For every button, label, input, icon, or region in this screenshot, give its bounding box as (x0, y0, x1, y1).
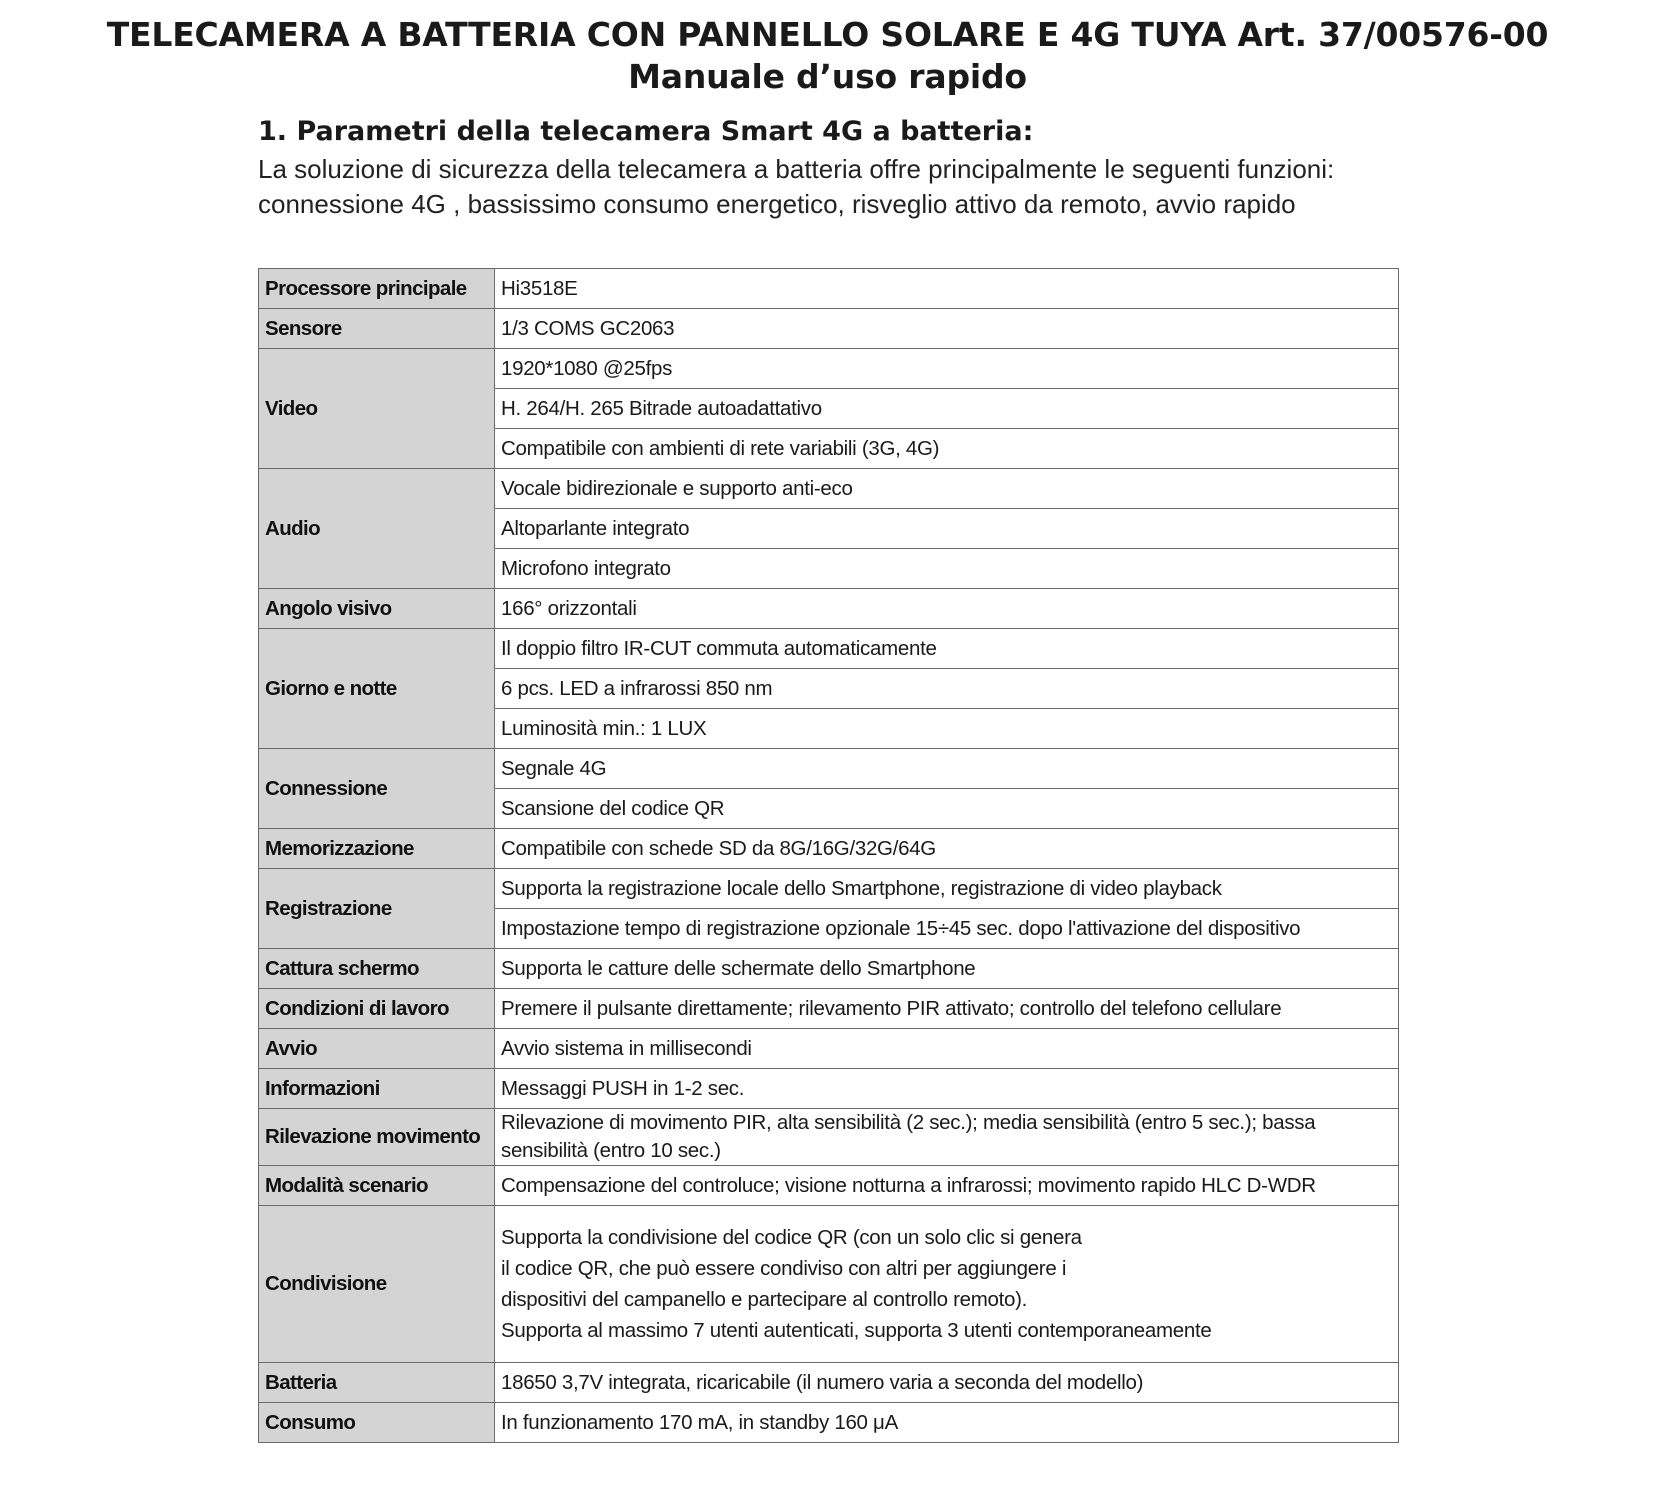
spec-value: Luminosità min.: 1 LUX (495, 709, 1399, 749)
intro-line-1: La soluzione di sicurezza della telecamera a batteria offre principalmente le seguenti funzioni: (258, 154, 1335, 184)
spec-label-recording: Registrazione (259, 869, 495, 949)
title-line-1: TELECAMERA A BATTERIA CON PANNELLO SOLARE E 4G TUYA Art. 37/00576-00 (106, 15, 1549, 54)
table-row (259, 1109, 1399, 1166)
sharing-line: Supporta al massimo 7 utenti autenticati, supporta 3 utenti contemporaneamente (501, 1319, 1212, 1342)
spec-value: Messaggi PUSH in 1-2 sec. (495, 1069, 1399, 1109)
spec-label-audio: Audio (259, 469, 495, 589)
spec-value: In funzionamento 170 mA, in standby 160 μA (495, 1403, 1399, 1443)
spec-label-processor: Processore principale (259, 269, 495, 309)
table-row (259, 1166, 1399, 1206)
sharing-line: Supporta la condivisione del codice QR (con un solo clic si genera (501, 1226, 1082, 1249)
spec-label-info: Informazioni (259, 1069, 495, 1109)
spec-value: Il doppio filtro IR-CUT commuta automaticamente (495, 629, 1399, 669)
table-row (259, 989, 1399, 1029)
spec-value-sharing (495, 1206, 1399, 1363)
spec-value: Compatibile con schede SD da 8G/16G/32G/64G (495, 829, 1399, 869)
spec-value: Impostazione tempo di registrazione opzionale 15÷45 sec. dopo l'attivazione del dispositivo (495, 909, 1399, 949)
table-row (259, 1206, 1399, 1363)
spec-value: Avvio sistema in millisecondi (495, 1029, 1399, 1069)
spec-table-container (258, 268, 1398, 1443)
spec-value: 1/3 COMS GC2063 (495, 309, 1399, 349)
spec-label-consumption: Consumo (259, 1403, 495, 1443)
spec-value: Segnale 4G (495, 749, 1399, 789)
spec-label-storage: Memorizzazione (259, 829, 495, 869)
spec-value: 6 pcs. LED a infrarossi 850 nm (495, 669, 1399, 709)
intro-paragraph (258, 152, 1618, 222)
table-row (259, 749, 1399, 789)
spec-value: Compatibile con ambienti di rete variabili (3G, 4G) (495, 429, 1399, 469)
table-row (259, 589, 1399, 629)
table-row (259, 349, 1399, 389)
spec-label-video: Video (259, 349, 495, 469)
table-row (259, 309, 1399, 349)
spec-value: H. 264/H. 265 Bitrade autoadattativo (495, 389, 1399, 429)
table-row (259, 1363, 1399, 1403)
spec-label-angle: Angolo visivo (259, 589, 495, 629)
sharing-line: il codice QR, che può essere condiviso con altri per aggiungere i (501, 1257, 1067, 1280)
document-title (0, 14, 1655, 98)
spec-value: Altoparlante integrato (495, 509, 1399, 549)
spec-label-sensor: Sensore (259, 309, 495, 349)
table-row (259, 269, 1399, 309)
section-heading: 1. Parametri della telecamera Smart 4G a batteria: (258, 116, 1034, 147)
spec-value: 166° orizzontali (495, 589, 1399, 629)
table-row (259, 949, 1399, 989)
table-row (259, 1029, 1399, 1069)
spec-label-motion: Rilevazione movimento (259, 1109, 495, 1166)
spec-value: Compensazione del controluce; visione notturna a infrarossi; movimento rapido HLC D-WDR (495, 1166, 1399, 1206)
table-row (259, 869, 1399, 909)
table-row (259, 829, 1399, 869)
spec-value: Scansione del codice QR (495, 789, 1399, 829)
table-row (259, 1403, 1399, 1443)
table-row (259, 469, 1399, 509)
spec-label-battery: Batteria (259, 1363, 495, 1403)
intro-line-2: connessione 4G , bassissimo consumo energetico, risveglio attivo da remoto, avvio rapido (258, 189, 1296, 219)
spec-label-screenshot: Cattura schermo (259, 949, 495, 989)
spec-label-connection: Connessione (259, 749, 495, 829)
table-row (259, 1069, 1399, 1109)
spec-value: Hi3518E (495, 269, 1399, 309)
sharing-line: dispositivi del campanello e partecipare al controllo remoto). (501, 1288, 1028, 1311)
spec-label-daynight: Giorno e notte (259, 629, 495, 749)
spec-value: Microfono integrato (495, 549, 1399, 589)
spec-value: Vocale bidirezionale e supporto anti-eco (495, 469, 1399, 509)
spec-value: Supporta la registrazione locale dello Smartphone, registrazione di video playback (495, 869, 1399, 909)
spec-label-scenario: Modalità scenario (259, 1166, 495, 1206)
spec-value: 1920*1080 @25fps (495, 349, 1399, 389)
spec-value: Rilevazione di movimento PIR, alta sensibilità (2 sec.); media sensibilità (entro 5 sec.); bassa sensibilità (entro 10 sec.) (495, 1109, 1399, 1166)
spec-value: 18650 3,7V integrata, ricaricabile (il numero varia a seconda del modello) (495, 1363, 1399, 1403)
spec-label-startup: Avvio (259, 1029, 495, 1069)
spec-table (258, 268, 1399, 1443)
table-row (259, 629, 1399, 669)
spec-value: Supporta le catture delle schermate dello Smartphone (495, 949, 1399, 989)
spec-label-working: Condizioni di lavoro (259, 989, 495, 1029)
spec-label-sharing: Condivisione (259, 1206, 495, 1363)
spec-value: Premere il pulsante direttamente; rilevamento PIR attivato; controllo del telefono cellulare (495, 989, 1399, 1029)
title-line-2: Manuale d’uso rapido (628, 57, 1027, 96)
